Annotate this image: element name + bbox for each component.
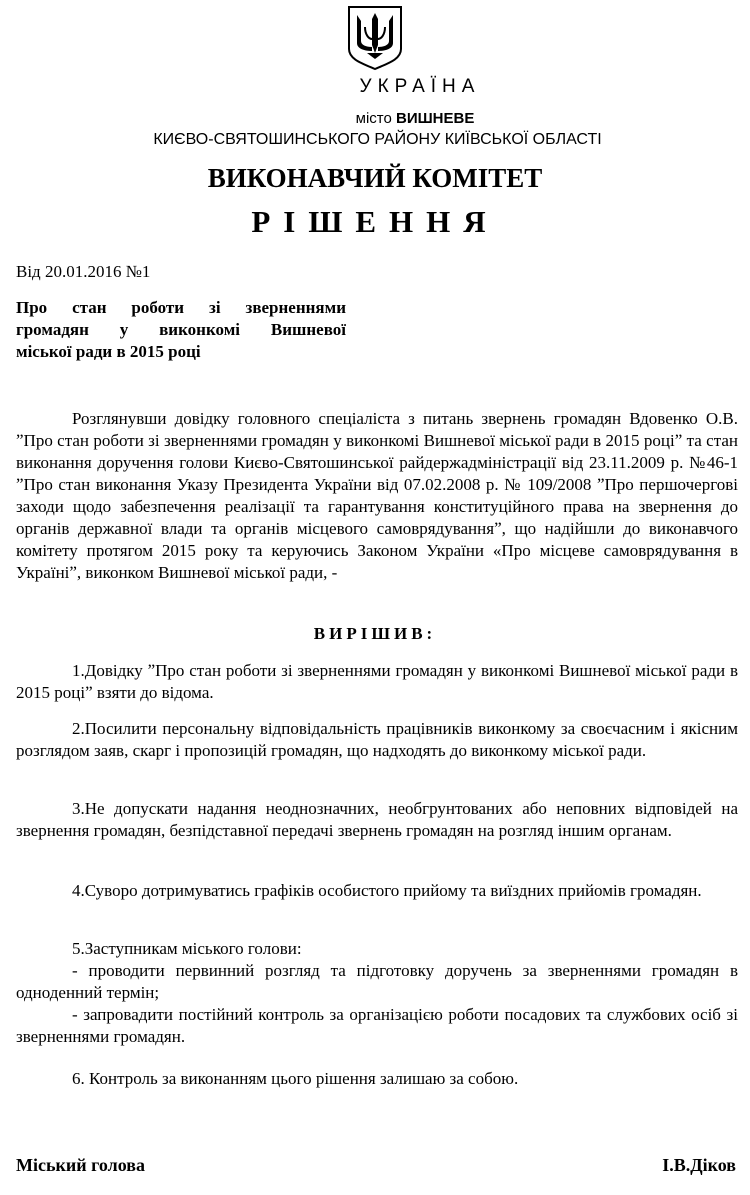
country-name: УКРАЇНА [359, 76, 481, 97]
district-line: КИЄВО-СВЯТОШИНСЬКОГО РАЙОНУ КИЇВСЬКОЇ ОБЛАСТІ [153, 131, 602, 148]
decision-subject [16, 297, 346, 363]
city-prefix: місто [355, 110, 392, 127]
resolution-item-4: 4.Суворо дотримуватись графіків особистого прийому та виїздних прийомів громадян. [72, 881, 702, 900]
item-5-subitem: - запровадити постійний контроль за організацією роботи посадових та службових осіб зі зверненнями громадян. [16, 1005, 738, 1046]
resolution-item-3: 3.Не допускати надання неоднозначних, необгрунтованих або неповних відповідей на звернення громадян, безпідставної передачі звернень громадян на розгляд іншим органам. [16, 799, 738, 840]
subject-line: міської ради в 2015 році [16, 342, 201, 361]
city-name: ВИШНЕВЕ [396, 110, 475, 127]
committee-title: ВИКОНАВЧИЙ КОМІТЕТ [207, 163, 543, 193]
resolution-item-2: 2.Посилити персональну відповідальність працівників виконкому за своєчасним і якісним розглядом заяв, скарг і пропозицій громадян, що надходять до виконкому міської ради. [16, 719, 738, 760]
resolution-item-1: 1.Довідку ˮПро стан роботи зі зверненнями громадян у виконкомі Вишневої міської ради в 2015 роціˮ взяти до відома. [16, 661, 738, 702]
resolved-heading: ВИРІШИВ: [313, 624, 437, 643]
trident-emblem-icon [345, 5, 405, 71]
resolution-item-6: 6. Контроль за виконанням цього рішення залишаю за собою. [72, 1069, 519, 1088]
subject-line: Про стан роботи зі зверненнями [16, 298, 346, 317]
city-line [0, 110, 750, 127]
item-5-subitem: - проводити первинний розгляд та підготовку доручень за зверненнями громадян в одноденний термін; [16, 961, 738, 1002]
signatory-position: Міський голова [16, 1155, 145, 1175]
subject-line: громадян у виконкомі Вишневої [16, 320, 346, 339]
preamble-paragraph: Розглянувши довідку головного спеціаліста з питань звернень громадян Вдовенко О.В. ˮПро стан роботи зі зверненнями громадян у виконкомі Вишневої міської ради в 2015 роціˮ та стан виконання доручення голови Києво-Святошинської райдержадміністрації від 23.11.2009 р. №46-1 ˮПро стан виконання Указу Президента України від 07.02.2008 р. № 109/2008 ˮПро першочергові заходи щодо забезпечення реалізації та гарантування конституційного права на звернення до органів державної влади та органів місцевого самоврядуванняˮ, що надійшли до виконавчого комітету протягом 2015 року та керуючись Законом України «Про місцеве самоврядування в Україніˮ, виконком Вишневої міської ради, - [16, 409, 738, 582]
resolution-item-5 [16, 938, 738, 1048]
date-number-line: Від 20.01.2016 №1 [16, 262, 151, 281]
signatory-name: І.В.Діков [662, 1155, 736, 1175]
decision-title: РІШЕННЯ [251, 204, 499, 239]
item-5-heading: 5.Заступникам міського голови: [72, 939, 302, 958]
